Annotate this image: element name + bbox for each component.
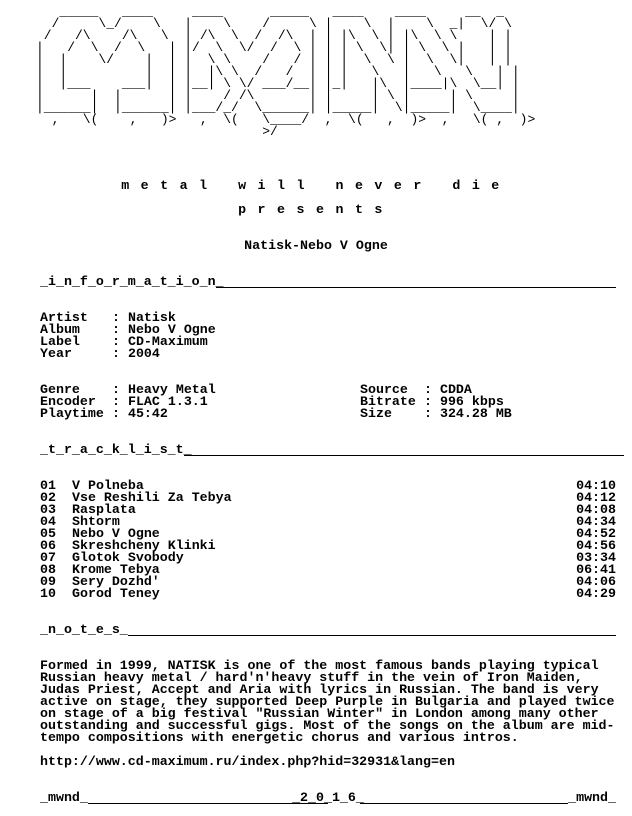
footer-year: _2_0_1_6_ [292,790,364,805]
section-tracklist-rule [184,455,624,456]
track-number: 05 [40,526,56,541]
info-album-key: Album [40,322,80,337]
track-number: 09 [40,574,56,589]
info-playtime-value: : 45:42 [112,406,168,421]
info-year [40,348,160,360]
info-label-key: Label [40,334,80,349]
info-playtime [40,408,168,420]
track-row [40,504,616,516]
track-number: 01 [40,478,56,493]
track-number: 08 [40,562,56,577]
track-duration: 06:41 [576,562,616,577]
track-duration: 03:34 [576,550,616,565]
section-notes-heading: _n_o_t_e_s_ [40,622,128,637]
footer [40,792,616,804]
footer-right-tag: _mwnd_ [568,790,616,805]
section-tracklist-heading: _t_r_a_c_k_l_i_s_t_ [40,442,192,457]
track-title: Vse Reshili Za Tebya [72,490,232,505]
release-title: Natisk-Nebo V Ogne [244,238,388,253]
info-size-value: : 324.28 MB [424,406,512,421]
info-size [360,408,512,420]
section-information-rule [216,287,616,288]
track-title: V Polneba [72,478,144,493]
track-title: Sery Dozhd' [72,574,160,589]
mwnd-ascii-logo: _____ ____ ____ _____ ____ ____ __ _ / \_/ \ | \ / \ | \ | \ _| \/ \ / /\ /\ \ | /\ \ / /\ | | |\ \ | |\ \ \ | | | / \ / \ | |/ \ \/ / \ | | | \ \| | \ \ | | | | | \/ | | | \ \ / / | | | \ \ | \ \| | | | | | | | |\ \ / / | | | \ | \ \ | | | |___ ___| | |__| \ \/ ___/__| |_| |\ |____|\ \__| | | | | | | / /\ | | | \ | | \ | |______| |______| |___/_/ \______| |_____| \|_____| \____| , \( , )> , \( \____/ , \( , )> , \( , )> >/ [36,4,536,139]
info-encoder-key: Encoder [40,394,96,409]
track-duration: 04:12 [576,490,616,505]
info-encoder-value: : FLAC 1.3.1 [112,394,208,409]
section-information-heading: _i_n_f_o_r_m_a_t_i_o_n_ [40,274,224,289]
release-url: http://www.cd-maximum.ru/index.php?hid=32931&lang=en [40,754,455,769]
info-year-value: : 2004 [112,346,160,361]
notes-paragraph: Formed in 1999, NATISK is one of the most famous bands playing typical Russian heavy metal / hard'n'heavy stuff in the vein of Iron Maiden, Judas Priest, Accept and Aria with lyrics in Russian. The band is very active on stage, they supported Deep Purple in Bulgaria and played twice on stage of a big festival "Russian Winter" in London among many other outstanding and successful gigs. Most of the songs on the album are mid-tempo compositions with energetic chorus and various intros. [40,658,615,745]
track-number: 02 [40,490,56,505]
presents-label: presents [238,202,394,217]
track-title: Gorod Teney [72,586,160,601]
info-source-key: Source [360,382,408,397]
info-artist-value: : Natisk [112,310,176,325]
section-notes-rule [128,635,616,636]
track-title: Nebo V Ogne [72,526,160,541]
info-label-value: : CD-Maximum [112,334,208,349]
info-album-value: : Nebo V Ogne [112,322,216,337]
info-size-key: Size [360,406,392,421]
info-bitrate-key: Bitrate [360,394,416,409]
info-artist-key: Artist [40,310,88,325]
track-title: Krome Tebya [72,562,160,577]
info-bitrate-value: : 996 kbps [424,394,504,409]
track-duration: 04:56 [576,538,616,553]
tagline: metal will never die [121,178,511,193]
track-number: 10 [40,586,56,601]
track-number: 04 [40,514,56,529]
track-duration: 04:06 [576,574,616,589]
track-duration: 04:08 [576,502,616,517]
info-genre-value: : Heavy Metal [112,382,216,397]
info-genre-key: Genre [40,382,80,397]
track-number: 07 [40,550,56,565]
track-title: Glotok Svobody [72,550,184,565]
track-number: 06 [40,538,56,553]
track-duration: 04:29 [576,586,616,601]
track-title: Rasplata [72,502,136,517]
track-row [40,588,616,600]
info-year-key: Year [40,346,72,361]
info-playtime-key: Playtime [40,406,104,421]
track-duration: 04:34 [576,514,616,529]
track-title: Shtorm [72,514,120,529]
track-duration: 04:10 [576,478,616,493]
track-duration: 04:52 [576,526,616,541]
track-title: Skreshcheny Klinki [72,538,216,553]
info-source-value: : CDDA [424,382,472,397]
track-number: 03 [40,502,56,517]
footer-left-tag: _mwnd_ [40,790,88,805]
